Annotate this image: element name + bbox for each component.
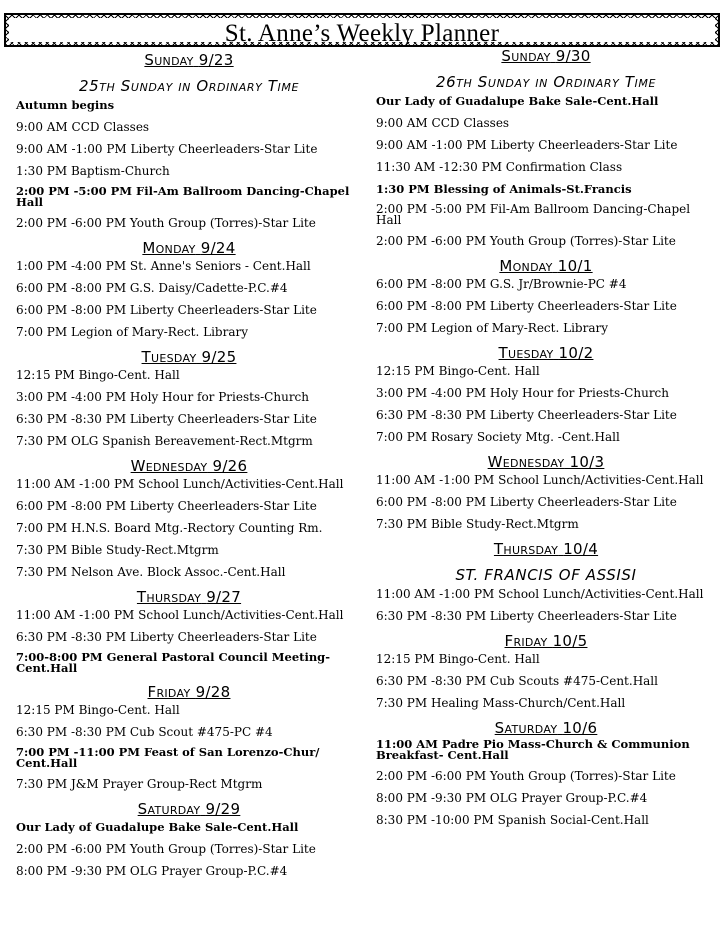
day-section [16,799,362,878]
event-item: 9:00 AM CCD Classes [16,120,150,134]
event-item: 2:00 PM -6:00 PM Youth Group (Torres)-Star Lite [376,234,676,248]
event-item: 6:30 PM -8:30 PM Cub Scouts #475-Cent.Hall [376,674,658,688]
day-heading [376,46,716,66]
event-item: 11:00 AM -1:00 PM School Lunch/Activities-Cent.Hall [376,473,704,487]
event-item: 7:00 PM H.N.S. Board Mtg.-Rectory Counting Rm. [16,521,323,535]
day-heading [376,539,716,559]
event-item: 7:00-8:00 PM General Pastoral Council Meeting-Cent.Hall [16,650,330,675]
event-item: Our Lady of Guadalupe Bake Sale-Cent.Hall [376,94,659,108]
left-column [16,48,362,886]
event-item: 7:00 PM Legion of Mary-Rect. Library [376,321,608,335]
event-item: 7:30 PM Bible Study-Rect.Mtgrm [16,543,219,557]
day-section [376,718,716,827]
title-banner-inner [9,18,715,47]
day-heading [16,682,362,702]
right-column [376,44,716,835]
event-item: 11:00 AM -1:00 PM School Lunch/Activities-Cent.Hall [16,608,344,622]
event-item: 8:00 PM -9:30 PM OLG Prayer Group-P.C.#4 [376,791,648,805]
event-item: 6:00 PM -8:00 PM G.S. Daisy/Cadette-P.C.#4 [16,281,288,295]
event-item: 9:00 AM -1:00 PM Liberty Cheerleaders-Star Lite [376,138,678,152]
day-section [376,256,716,335]
day-heading [16,456,362,476]
day-name: Sunday [501,47,551,65]
event-item: 7:00 PM -11:00 PM Feast of San Lorenzo-Chur/ Cent.Hall [16,745,320,770]
event-item: 7:30 PM J&M Prayer Group-Rect Mtgrm [16,777,263,791]
day-name: Friday [504,632,548,650]
day-heading [16,50,362,70]
day-date: 9/23 [198,51,234,69]
day-name: Wednesday [130,457,208,475]
event-item: 7:00 PM Legion of Mary-Rect. Library [16,325,248,339]
day-heading [376,452,716,472]
day-section [376,46,716,248]
day-date: 10/3 [569,453,605,471]
day-heading [16,587,362,607]
event-item: 2:00 PM -5:00 PM Fil-Am Ballroom Dancing-Chapel Hall [376,202,691,227]
event-item: 2:00 PM -6:00 PM Youth Group (Torres)-Star Lite [376,769,676,783]
day-name: Saturday [137,800,201,818]
event-item: 6:30 PM -8:30 PM Cub Scout #475-PC #4 [16,725,273,739]
day-name: Friday [147,683,191,701]
day-section [16,347,362,448]
day-section [376,539,716,623]
event-item: 6:30 PM -8:30 PM Liberty Cheerleaders-Star Lite [376,408,677,422]
day-name: Sunday [144,51,194,69]
event-item: 6:00 PM -8:00 PM Liberty Cheerleaders-Star Lite [16,499,317,513]
event-item: 11:00 AM -1:00 PM School Lunch/Activities-Cent.Hall [16,477,344,491]
day-heading [376,631,716,651]
day-section [376,631,716,710]
day-name: Thursday [493,540,559,558]
day-section [16,682,362,791]
event-item: 7:30 PM OLG Spanish Bereavement-Rect.Mtgrm [16,434,313,448]
event-item: 11:00 AM -1:00 PM School Lunch/Activities-Cent.Hall [376,587,704,601]
event-item: 7:30 PM Nelson Ave. Block Assoc.-Cent.Hall [16,565,286,579]
event-item: 11:30 AM -12:30 PM Confirmation Class [376,160,623,174]
event-item: 6:00 PM -8:00 PM Liberty Cheerleaders-Star Lite [16,303,317,317]
event-item: 12:15 PM Bingo-Cent. Hall [16,368,180,382]
event-item: 9:00 AM CCD Classes [376,116,510,130]
title-banner [4,13,720,47]
day-section [16,456,362,579]
day-date: 9/26 [212,457,248,475]
day-section [376,452,716,531]
day-date: 10/2 [558,344,594,362]
day-heading [16,347,362,367]
day-date: 9/24 [200,239,236,257]
day-date: 10/1 [557,257,593,275]
event-item: 2:00 PM -6:00 PM Youth Group (Torres)-Star Lite [16,216,316,230]
event-item: 6:30 PM -8:30 PM Liberty Cheerleaders-Star Lite [16,412,317,426]
event-item: 6:30 PM -8:30 PM Liberty Cheerleaders-Star Lite [376,609,677,623]
event-item: Our Lady of Guadalupe Bake Sale-Cent.Hall [16,820,299,834]
day-date: 9/28 [195,683,231,701]
event-item: 12:15 PM Bingo-Cent. Hall [16,703,180,717]
day-section [16,50,362,230]
event-item: 2:00 PM -5:00 PM Fil-Am Ballroom Dancing-Chapel Hall [16,184,350,209]
day-section [16,238,362,339]
day-date: 9/29 [205,800,241,818]
event-item: 12:15 PM Bingo-Cent. Hall [376,364,540,378]
event-item: 1:30 PM Blessing of Animals-St.Francis [376,182,632,196]
day-date: 9/25 [201,348,237,366]
day-date: 10/4 [563,540,599,558]
feast-title: 26th Sunday in Ordinary Time [435,73,657,91]
day-date: 9/30 [555,47,591,65]
event-item: 6:30 PM -8:30 PM Liberty Cheerleaders-Star Lite [16,630,317,644]
feast-title: ST. FRANCIS OF ASSISI [455,566,637,584]
event-item: 9:00 AM -1:00 PM Liberty Cheerleaders-Star Lite [16,142,318,156]
event-item: 3:00 PM -4:00 PM Holy Hour for Priests-Church [16,390,310,404]
event-item: 12:15 PM Bingo-Cent. Hall [376,652,540,666]
event-item: 8:00 PM -9:30 PM OLG Prayer Group-P.C.#4 [16,864,288,878]
day-heading [16,238,362,258]
event-item: 6:00 PM -8:00 PM Liberty Cheerleaders-Star Lite [376,495,677,509]
event-item: 2:00 PM -6:00 PM Youth Group (Torres)-Star Lite [16,842,316,856]
day-heading [376,256,716,276]
event-item: 6:00 PM -8:00 PM Liberty Cheerleaders-Star Lite [376,299,677,313]
page-title: St. Anne’s Weekly Planner [224,20,500,47]
event-item: 3:00 PM -4:00 PM Holy Hour for Priests-Church [376,386,670,400]
day-date: 10/6 [562,719,598,737]
day-section [16,587,362,674]
event-item: 7:00 PM Rosary Society Mtg. -Cent.Hall [376,430,620,444]
day-date: 10/5 [552,632,588,650]
day-name: Wednesday [487,453,565,471]
event-item: 11:00 AM Padre Pio Mass-Church & Communion Breakfast- Cent.Hall [376,737,690,762]
day-name: Monday [142,239,196,257]
day-name: Tuesday [498,344,554,362]
day-heading [376,343,716,363]
day-date: 9/27 [206,588,242,606]
event-item: 6:00 PM -8:00 PM G.S. Jr/Brownie-PC #4 [376,277,627,291]
day-section [376,343,716,444]
day-heading [376,718,716,738]
day-name: Saturday [494,719,558,737]
feast-title: 25th Sunday in Ordinary Time [78,77,300,95]
event-item: 1:00 PM -4:00 PM St. Anne's Seniors - Cent.Hall [16,259,311,273]
day-name: Monday [499,257,553,275]
event-item: 8:30 PM -10:00 PM Spanish Social-Cent.Hall [376,813,649,827]
day-name: Tuesday [141,348,197,366]
day-heading [16,799,362,819]
day-name: Thursday [136,588,202,606]
event-item: 7:30 PM Healing Mass-Church/Cent.Hall [376,696,626,710]
event-item: 7:30 PM Bible Study-Rect.Mtgrm [376,517,579,531]
event-item: 1:30 PM Baptism-Church [16,164,170,178]
event-item: Autumn begins [16,98,115,112]
